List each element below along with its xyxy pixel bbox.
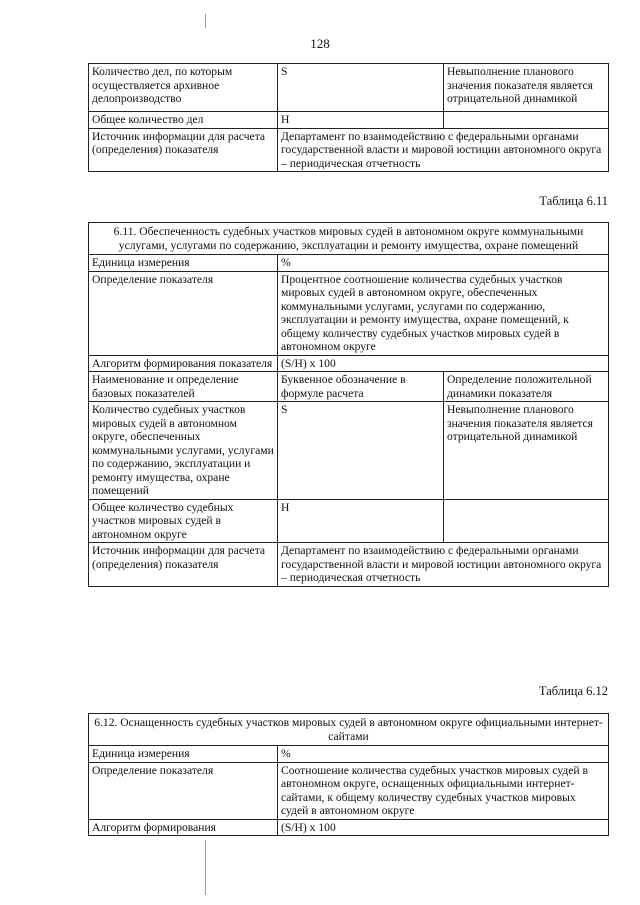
table-title-row xyxy=(89,714,609,746)
algorithm-label: Алгоритм формирования xyxy=(89,819,278,836)
unit-label: Единица измерения xyxy=(89,255,278,272)
unit-value: % xyxy=(278,255,609,272)
formula-symbol: S xyxy=(278,64,444,112)
table-row xyxy=(89,112,609,129)
base-indicator-label: Количество дел, по которым осуществляется архивное делопроизводство xyxy=(89,64,278,112)
unit-label: Единица измерения xyxy=(89,746,278,763)
base-indicator-label: Общее количество судебных участков мировых судей в автономном округе xyxy=(89,499,278,543)
source-label: Источник информации для расчета (определения) показателя xyxy=(89,543,278,587)
table-continuation xyxy=(88,63,609,172)
table-row xyxy=(89,543,609,587)
table-row xyxy=(89,819,609,836)
definition-value: Соотношение количества судебных участков мировых судей в автономном округе, оснащенных официальными интернет-сайтами, к общему количеству судебных участков мировых судей в автономном округе xyxy=(278,762,609,819)
dynamics-definition: Невыполнение планового значения показателя является отрицательной динамикой xyxy=(444,402,609,500)
algorithm-value: (S/H) x 100 xyxy=(278,355,609,372)
table-caption-6-12: Таблица 6.12 xyxy=(538,684,608,698)
formula-symbol: Н xyxy=(278,112,444,129)
table-title-row xyxy=(89,223,609,255)
column-header-dynamics: Определение положительной динамики показателя xyxy=(444,372,609,402)
table-row xyxy=(89,762,609,819)
dynamics-definition xyxy=(444,499,609,543)
dynamics-definition xyxy=(444,112,609,129)
table-row xyxy=(89,64,609,112)
table-row xyxy=(89,128,609,172)
source-value: Департамент по взаимодействию с федеральными органами государственной власти и мировой юстиции автономного округа – периодическая отчетность xyxy=(278,128,609,172)
definition-label: Определение показателя xyxy=(89,271,278,355)
definition-value: Процентное соотношение количества судебных участков мировых судей в автономном округе, обеспеченных коммунальными услугами, услугами по содержанию, эксплуатации и ремонту имущества, охране помещений, к общему количеству судебных участков мировых судей в автономном округе xyxy=(278,271,609,355)
table-row xyxy=(89,402,609,500)
base-indicator-label: Общее количество дел xyxy=(89,112,278,129)
definition-label: Определение показателя xyxy=(89,762,278,819)
table-row xyxy=(89,255,609,272)
unit-value: % xyxy=(278,746,609,763)
algorithm-value: (S/H) x 100 xyxy=(278,819,609,836)
page-number: 128 xyxy=(310,36,330,51)
column-header-name: Наименование и определение базовых показателей xyxy=(89,372,278,402)
table-title: 6.12. Оснащенность судебных участков мировых судей в автономном округе официальными интернет-сайтами xyxy=(89,714,609,746)
table-header-row xyxy=(89,372,609,402)
algorithm-label: Алгоритм формирования показателя xyxy=(89,355,278,372)
table-caption-6-11: Таблица 6.11 xyxy=(539,194,608,208)
scan-mark-bottom xyxy=(205,840,206,895)
table-row xyxy=(89,499,609,543)
source-label: Источник информации для расчета (определения) показателя xyxy=(89,128,278,172)
source-value: Департамент по взаимодействию с федеральными органами государственной власти и мировой юстиции автономного округа – периодическая отчетность xyxy=(278,543,609,587)
table-6-11 xyxy=(88,222,609,587)
table-row xyxy=(89,746,609,763)
formula-symbol: S xyxy=(278,402,444,500)
table-6-12 xyxy=(88,713,609,836)
base-indicator-label: Количество судебных участков мировых судей в автономном округе, обеспеченных коммунальными услугами, услугами по содержанию, эксплуатации и ремонту имущества, охране помещений xyxy=(89,402,278,500)
dynamics-definition: Невыполнение планового значения показателя является отрицательной динамикой xyxy=(444,64,609,112)
table-title: 6.11. Обеспеченность судебных участков мировых судей в автономном округе коммунальными услугами, услугами по содержанию, эксплуатации и ремонту имущества, охране помещений xyxy=(89,223,609,255)
formula-symbol: Н xyxy=(278,499,444,543)
table-row xyxy=(89,271,609,355)
column-header-symbol: Буквенное обозначение в формуле расчета xyxy=(278,372,444,402)
scan-mark-top xyxy=(205,14,206,28)
table-row xyxy=(89,355,609,372)
